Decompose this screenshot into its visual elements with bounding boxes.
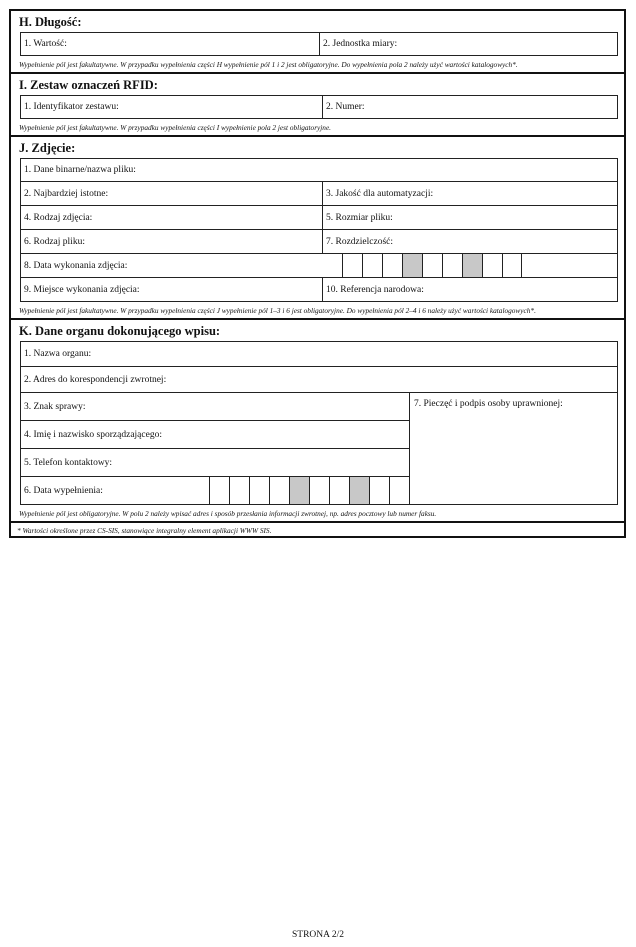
j-binary-data-field[interactable]: 1. Dane binarne/nazwa pliku: [24,165,136,175]
section-j [9,135,626,318]
section-h [9,9,626,72]
k-row-date [21,476,409,504]
section-j-row-3 [20,206,618,230]
section-i-title: I. Zestaw oznaczeń RFID: [19,78,158,92]
date-separator-box [349,477,369,504]
date-separator-box [289,477,309,504]
date-box[interactable] [309,477,329,504]
k-fill-date-boxes[interactable] [209,477,409,504]
date-box[interactable] [342,254,362,277]
j-photo-date-boxes[interactable] [322,254,522,277]
section-i-row-1 [20,95,618,119]
section-j-note: Wypełnienie pól jest fakultatywne. W przypadku wypełnienia części J wypełnienie pól 1–3 i 6 jest obligatoryjne. Do wypełnienia pól 2–4 i 6 należy użyć wartości katalogowych*. [19,306,536,315]
j-file-size-field[interactable]: 5. Rozmiar pliku: [322,206,617,229]
date-box[interactable] [382,254,402,277]
section-j-row-1 [20,158,618,182]
j-national-reference-field[interactable]: 10. Referencja narodowa: [322,278,617,301]
k-phone-field[interactable]: 5. Telefon kontaktowy: [24,457,113,468]
footnote: * Wartości określone przez CS-SIS, stanowiące integralny element aplikacji WWW SIS. [9,521,626,538]
date-box[interactable] [482,254,502,277]
date-box[interactable] [229,477,249,504]
section-h-row-1 [20,32,618,56]
j-file-type-field[interactable]: 6. Rodzaj pliku: [24,236,85,247]
section-j-row-6 [20,278,618,302]
section-k-row-1 [20,341,618,367]
date-box[interactable] [209,477,229,504]
k-stamp-signature-field[interactable]: 7. Pieczęć i podpis osoby uprawnionej: [414,399,563,409]
date-box[interactable] [369,477,389,504]
k-case-number-field[interactable]: 3. Znak sprawy: [24,401,86,412]
h-value-field[interactable]: 1. Wartość: [24,39,67,49]
k-preparer-name-field[interactable]: 4. Imię i nazwisko sporządzającego: [24,429,162,440]
date-box[interactable] [422,254,442,277]
k-row-phone [21,448,409,476]
i-set-id-field[interactable]: 1. Identyfikator zestawu: [24,102,119,112]
j-automation-quality-field[interactable]: 3. Jakość dla automatyzacji: [322,182,617,205]
h-unit-field[interactable]: 2. Jednostka miary: [319,33,617,55]
j-most-important-field[interactable]: 2. Najbardziej istotne: [24,188,109,199]
date-box[interactable] [322,254,342,277]
date-separator-box [462,254,482,277]
date-box[interactable] [329,477,349,504]
date-box[interactable] [269,477,289,504]
section-i-note: Wypełnienie pól jest fakultatywne. W przypadku wypełnienia części I wypełnienie pola 2 jest obligatoryjne. [19,123,332,132]
k-row-preparer [21,420,409,448]
date-box[interactable] [389,477,409,504]
date-box[interactable] [502,254,522,277]
k-row-case [21,393,409,420]
section-j-row-4 [20,230,618,254]
i-number-field[interactable]: 2. Numer: [322,96,617,118]
section-k-title: K. Dane organu dokonującego wpisu: [19,324,221,338]
section-k [9,318,626,521]
date-separator-box [402,254,422,277]
date-box[interactable] [362,254,382,277]
section-k-grid [20,393,618,505]
form [9,9,626,538]
section-j-row-2 [20,182,618,206]
section-h-title: H. Długość: [19,15,82,29]
j-photo-date-label: 8. Data wykonania zdjęcia: [24,260,128,271]
j-photo-place-field[interactable]: 9. Miejsce wykonania zdjęcia: [24,284,140,295]
k-return-address-field[interactable]: 2. Adres do korespondencji zwrotnej: [24,374,167,385]
section-k-note: Wypełnienie pól jest obligatoryjne. W polu 2 należy wpisać adres i sposób przesłania informacji zwrotnej, np. adres pocztowy lub numer faksu. [19,509,437,518]
j-resolution-field[interactable]: 7. Rozdzielczość: [322,230,617,253]
section-j-row-5 [20,254,618,278]
k-authority-name-field[interactable]: 1. Nazwa organu: [24,349,92,359]
page-number: STRONA 2/2 [292,930,344,940]
section-k-left [21,393,410,504]
date-box[interactable] [442,254,462,277]
section-j-title: J. Zdjęcie: [19,141,76,155]
section-i [9,72,626,135]
section-h-note: Wypełnienie pól jest fakultatywne. W przypadku wypełnienia części H wypełnienie pól 1 i 2 jest obligatoryjne. Do wypełnienia pola 2 należy użyć wartości katalogowych*. [19,60,518,69]
k-fill-date-label: 6. Data wypełnienia: [24,485,103,496]
section-k-row-2 [20,367,618,393]
j-photo-type-field[interactable]: 4. Rodzaj zdjęcia: [24,212,93,223]
date-box[interactable] [249,477,269,504]
